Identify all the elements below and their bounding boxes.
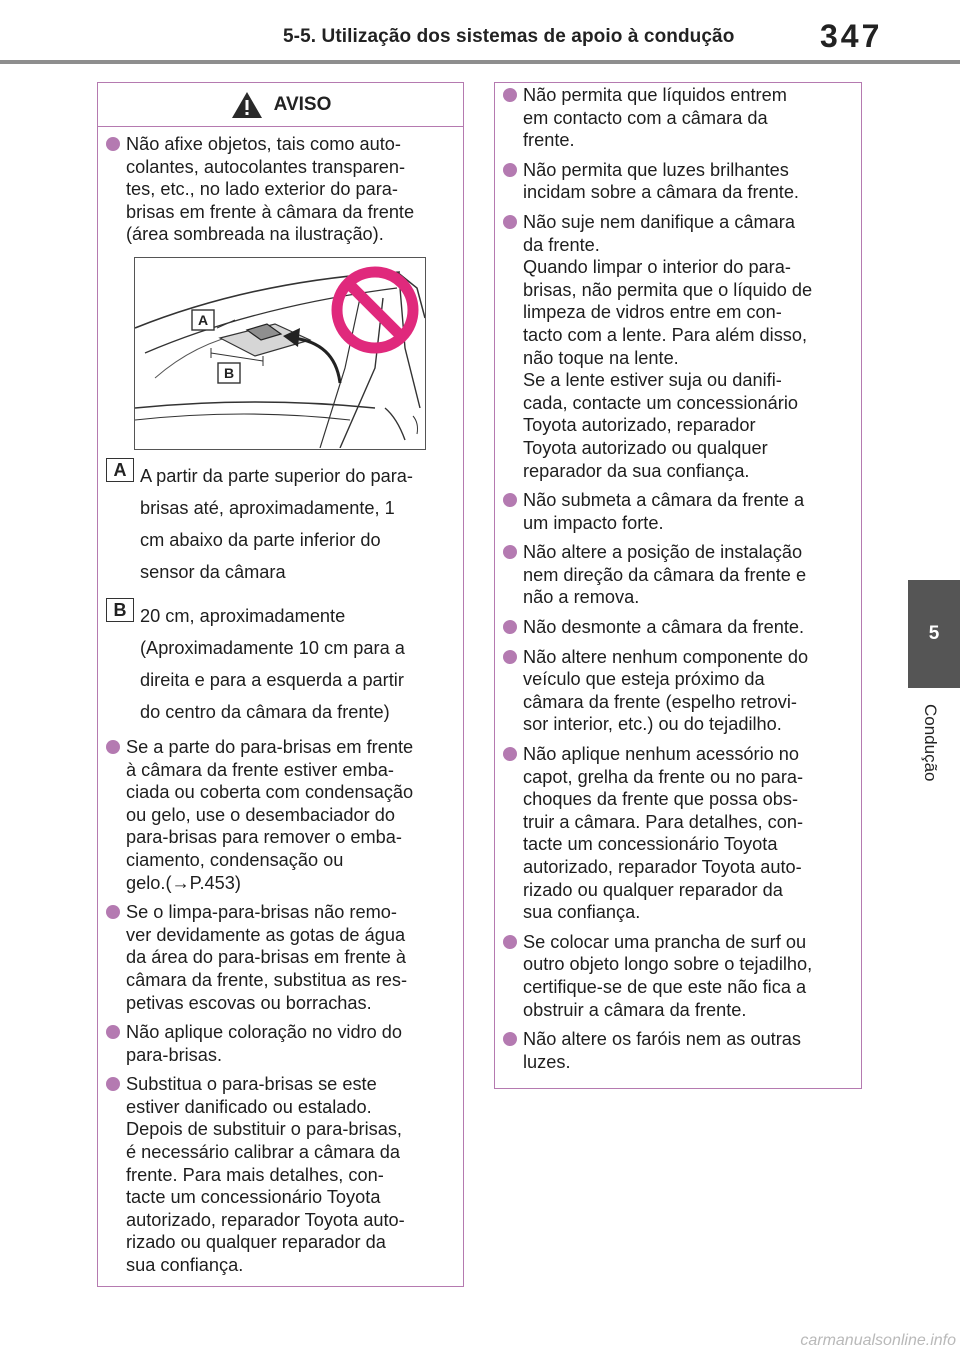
callout-text-b: 20 cm, aproximadamente (Aproximadamente 10 cm para a direita e para a esquerda a partir do centro da câmara da frente): [140, 605, 405, 722]
callout-badge-b: B: [106, 598, 134, 622]
page-number: 347: [820, 18, 883, 54]
warning-box-continued: [494, 82, 862, 1089]
bullet-item: Se colocar uma prancha de surf ou outro objeto longo sobre o tejadilho, certifique-se de que este não fica a obstruir a câmara da frente.: [503, 931, 851, 1021]
bullet-item: Não aplique coloração no vidro do para-brisas.: [106, 1021, 453, 1066]
windshield-camera-illustration: [134, 257, 426, 450]
bullet-item: Se o limpa-para-brisas não remo- ver devidamente as gotas de água da área do para-brisas em frente à câmara da frente, substitua as res- petivas escovas ou borrachas.: [106, 901, 453, 1014]
bullet-item: Não suje nem danifique a câmara da frente. Quando limpar o interior do para- brisas, não permita que o líquido de limpeza de vidros entre em con- tacto com a lente. Para além disso, não toque na lente. Se a lente estiver suja ou danifi- cada, contacte um concessionário Toyota autorizado, reparador Toyota autorizado ou qualquer reparador da sua confiança.: [503, 211, 851, 482]
warning-header: [98, 83, 463, 127]
warning-triangle-icon: [230, 90, 264, 120]
bullet-item: Não desmonte a câmara da frente.: [503, 616, 851, 639]
figure-label-b: B: [224, 364, 235, 381]
callout-a: [106, 458, 453, 588]
figure-label-a: A: [198, 311, 209, 328]
warning-left-column: [98, 127, 463, 1277]
chapter-tab-label: [910, 704, 950, 804]
warning-right-column: [495, 83, 861, 1073]
callout-b: [106, 598, 453, 728]
bullet-item: Se a parte do para-brisas em frente à câmara da frente estiver emba- ciada ou coberta com condensação ou gelo, use o desembaciador do para-brisas para remover o emba- ciamento, condensação ou gelo.(→P.453): [106, 736, 453, 894]
bullet-item: Não altere nenhum componente do veículo que esteja próximo da câmara da frente (espelho retrovi- sor interior, etc.) ou do tejadilho.: [503, 646, 851, 736]
bullet-item: Não altere a posição de instalação nem direção da câmara da frente e não a remova.: [503, 541, 851, 609]
chapter-tab-number[interactable]: 5: [908, 580, 960, 688]
callout-badge-a: A: [106, 458, 134, 482]
bullet-item: Não aplique nenhum acessório no capot, grelha da frente ou no para- choques da frente que possa obs- truir a câmara. Para detalhes, con- tacte um concessionário Toyota autorizado, reparador Toyota auto- rizado ou qualquer reparador da sua confiança.: [503, 743, 851, 924]
section-title: 5-5. Utilização dos sistemas de apoio à condução: [283, 26, 735, 47]
watermark: carmanualsonline.info: [800, 1332, 956, 1349]
bullet-item: Não permita que líquidos entrem em contacto com a câmara da frente.: [503, 84, 851, 152]
bullet-item: Substitua o para-brisas se este estiver danificado ou estalado. Depois de substituir o para-brisas, é necessário calibrar a câmara da frente. Para mais detalhes, con- tacte um concessionário Toyota autorizado, reparador Toyota auto- rizado ou qualquer reparador da sua confiança.: [106, 1073, 453, 1276]
bullet-item: Não submeta a câmara da frente a um impacto forte.: [503, 489, 851, 534]
header-rule: [0, 60, 960, 64]
chapter-label-text: Condução: [921, 704, 940, 782]
warning-box: [97, 82, 464, 1287]
warning-title: AVISO: [273, 93, 332, 115]
bullet-item: Não afixe objetos, tais como auto- colantes, autocolantes transparen- tes, etc., no lado exterior do para- brisas em frente à câmara da frente (área sombreada na ilustração).: [106, 133, 453, 246]
callout-text-a: A partir da parte superior do para- brisas até, aproximadamente, 1 cm abaixo da parte inferior do sensor da câmara: [140, 465, 413, 582]
bullet-item: Não permita que luzes brilhantes incidam sobre a câmara da frente.: [503, 159, 851, 204]
bullet-item: Não altere os faróis nem as outras luzes.: [503, 1028, 851, 1073]
